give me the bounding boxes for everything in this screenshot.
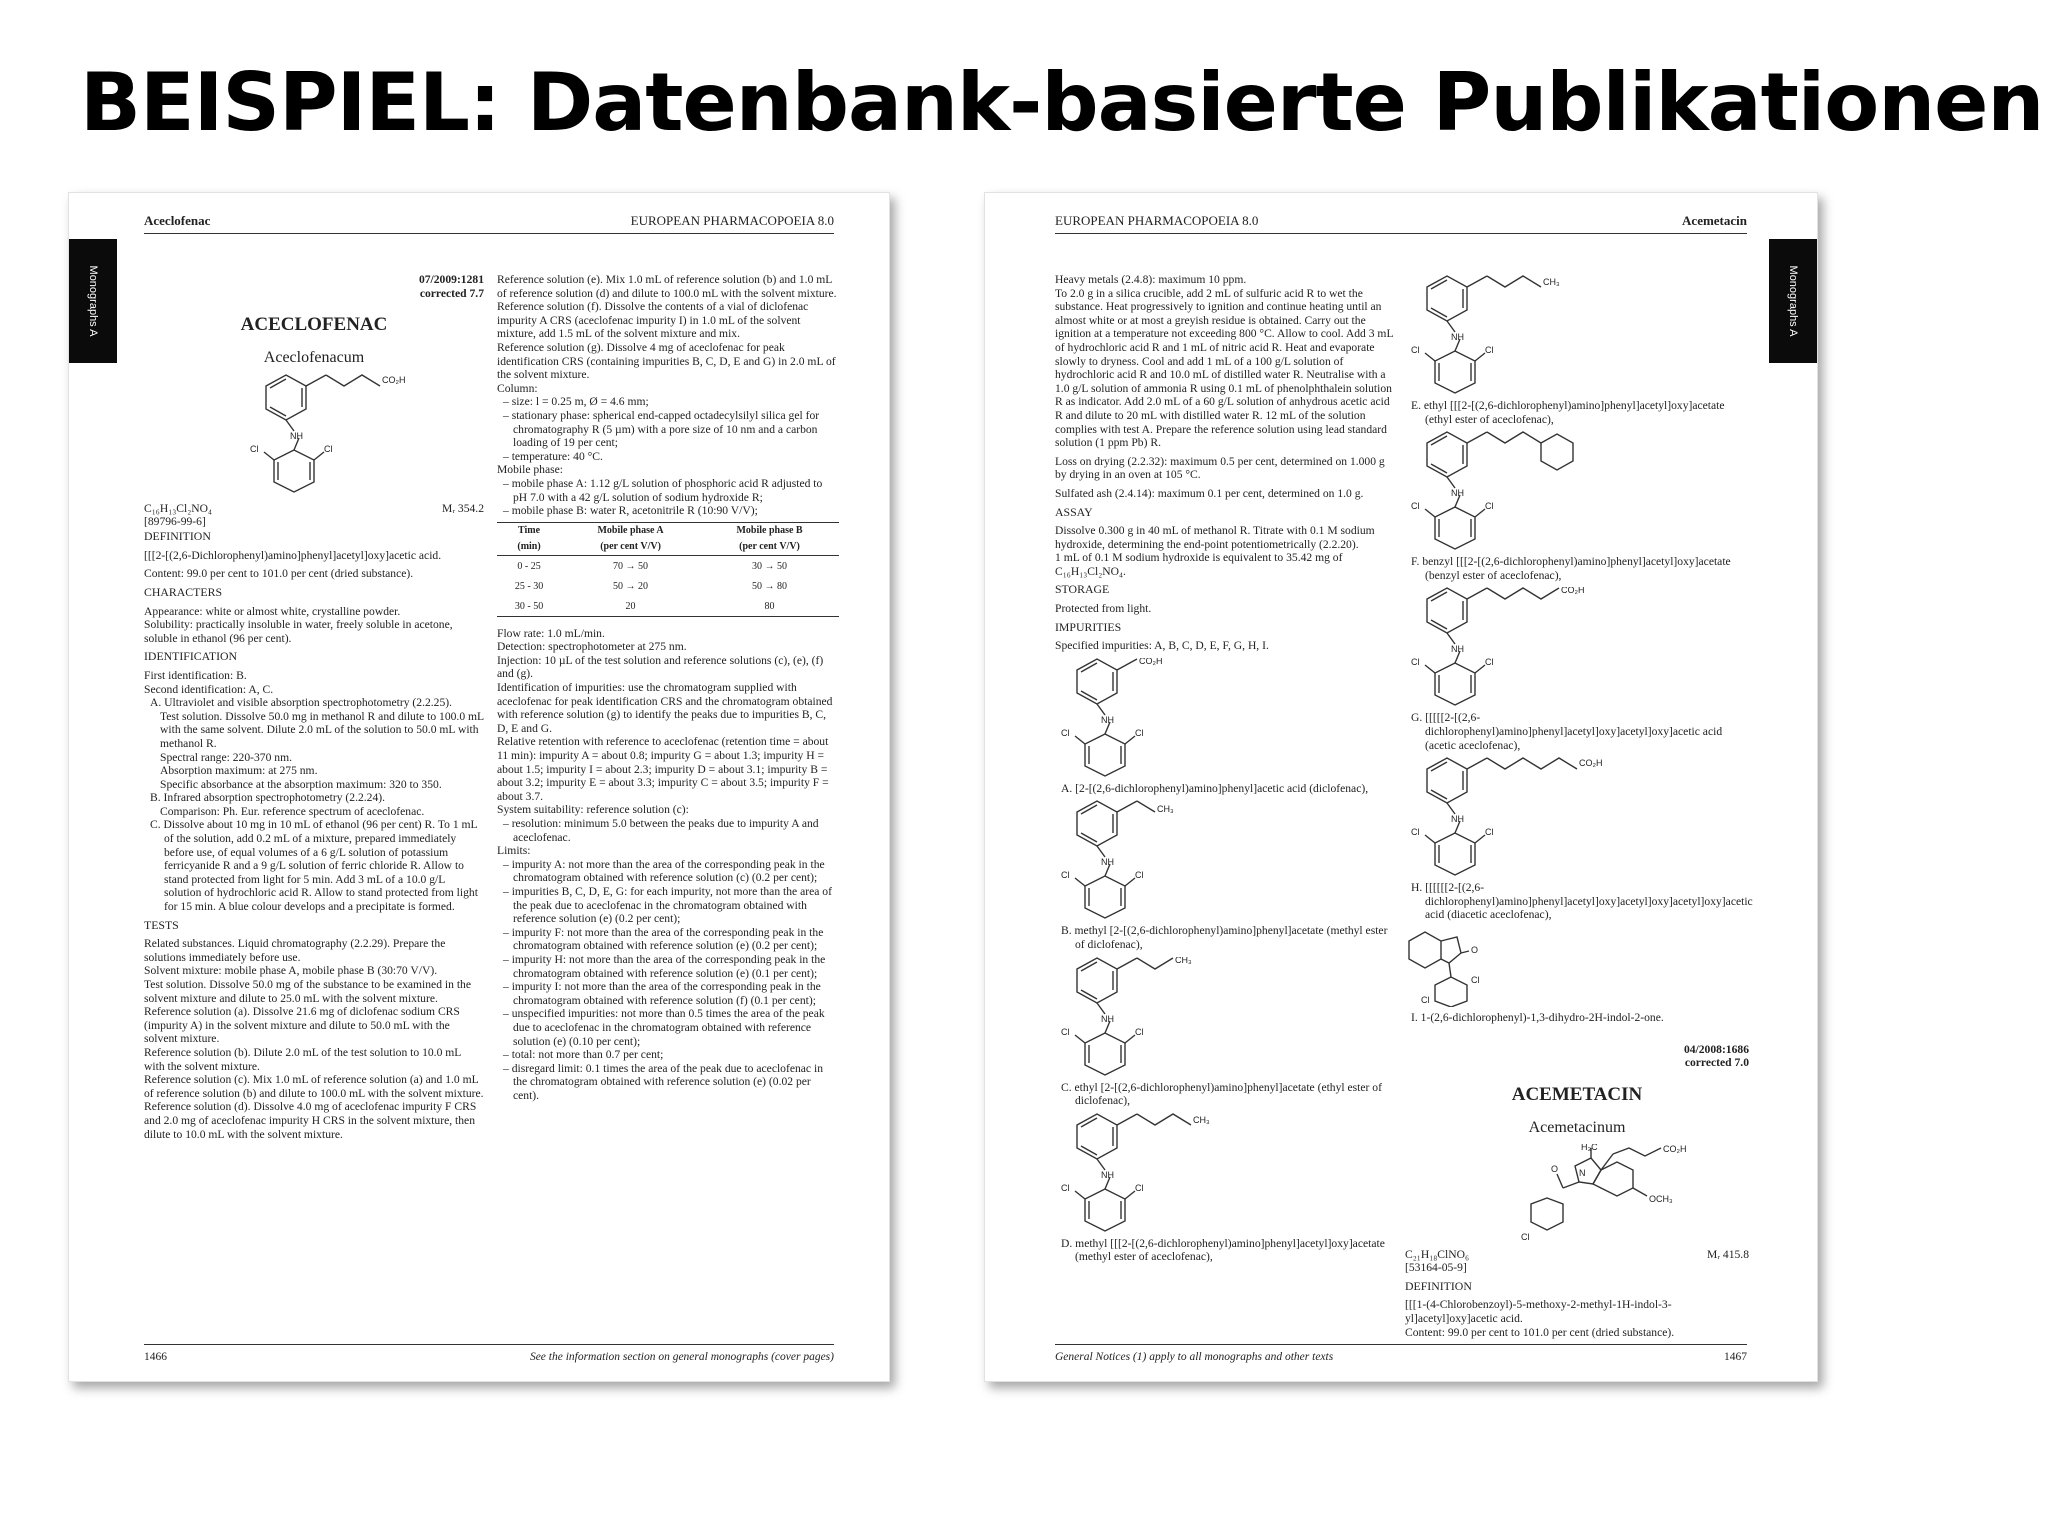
- svg-text:N: N: [1579, 1167, 1586, 1178]
- header-rule: [1055, 233, 1747, 234]
- svg-text:CO₂H: CO₂H: [1139, 657, 1163, 666]
- svg-text:OCH₃: OCH₃: [1649, 1193, 1673, 1204]
- acemetacin-cas: [53164-05-9]: [1405, 1260, 1467, 1274]
- flow-rate: Flow rate: 1.0 mL/min.: [497, 626, 605, 640]
- acemetacin-definition: [[[1-(4-Chlorobenzoyl)-5-methoxy-2-methyl-1H-indol-3-yl]acetyl]oxy]acetic acid.: [1405, 1298, 1672, 1325]
- reference-solution-e: Reference solution (e). Mix 1.0 mL of reference solution (b) and 1.0 mL of reference solution (d) and dilute to 100.0 mL with the solvent mixture.: [497, 273, 837, 300]
- svg-text:O: O: [1551, 1163, 1559, 1174]
- ident-a-absorption-max: Absorption maximum: at 275 nm.: [160, 764, 318, 778]
- monographs-tab: Monographs A: [69, 239, 117, 363]
- impurity-g: G. [[[[[2-[(2,6-dichlorophenyl)amino]phenyl]acetyl]oxy]acetyl]oxy]acetic acid (acetic aceclofenac),: [1411, 711, 1723, 752]
- table-header: Mobile phase A: [561, 522, 700, 539]
- svg-text:CO₂H: CO₂H: [1663, 1143, 1687, 1154]
- corrected-label: corrected 7.7: [419, 286, 484, 300]
- mobile-phase-a: – mobile phase A: 1.12 g/L solution of phosphoric acid R adjusted to pH 7.0 with a 42 g/L solution of sodium hydroxide R;: [503, 476, 823, 504]
- relative-retention: Relative retention with reference to aceclofenac (retention time = about 11 min): impurity A = about 0.8; impurity G = about 1.3; impurity H = about 1.5; impurity I = about 2.3; impurity D = about 3.1; impurity B = about 3.2; impurity E = about 3.3; impurity C = about 3.5; impurity F = about 3.7.: [497, 735, 829, 803]
- first-identification: First identification: B.: [144, 668, 247, 682]
- impurity-a: A. [2-[(2,6-dichlorophenyl)amino]phenyl]acetic acid (diclofenac),: [1061, 781, 1369, 795]
- mobile-phase-label: Mobile phase:: [497, 463, 564, 477]
- solvent-mixture: Solvent mixture: mobile phase A, mobile phase B (30:70 V/V).: [144, 964, 438, 978]
- table-cell: 0 - 25: [517, 560, 541, 572]
- section-storage: STORAGE: [1055, 582, 1110, 597]
- footer-rule: [1055, 1344, 1747, 1345]
- table-cell: 50 → 80: [752, 580, 788, 592]
- acemetacin-content: Content: 99.0 per cent to 101.0 per cent (dried substance).: [1405, 1325, 1675, 1339]
- molecular-mass: Mᵣ 354.2: [442, 502, 484, 516]
- section-identification: IDENTIFICATION: [144, 649, 238, 664]
- limit-impurity-i: – impurity I: not more than the area of the corresponding peak in the chromatogram obtained with reference solution (f) (0.1 per cent);: [503, 980, 821, 1007]
- table-cell: 70 → 50: [613, 560, 649, 572]
- svg-text:Cl: Cl: [1421, 994, 1430, 1005]
- acemetacin-structure: [1485, 1144, 1745, 1244]
- ident-a: A. Ultraviolet and visible absorption spectrophotometry (2.2.25).: [150, 696, 453, 710]
- table-cell: 30 → 50: [752, 560, 788, 572]
- header-title: Aceclofenac: [144, 213, 211, 228]
- column-size: – size: l = 0.25 m, Ø = 4.6 mm;: [503, 395, 649, 409]
- svg-text:CH₃: CH₃: [1193, 1114, 1210, 1125]
- second-identification: Second identification: A, C.: [144, 682, 274, 696]
- ident-a-specific-absorbance: Specific absorbance at the absorption maximum: 320 to 350.: [160, 777, 442, 791]
- svg-text:CH₃: CH₃: [1157, 804, 1174, 815]
- impurity-b-structure: [1055, 800, 1255, 920]
- svg-text:Cl: Cl: [1471, 974, 1480, 985]
- limit-unspecified: – unspecified impurities: not more than 0.5 times the area of the peak due to aceclofenac in the chromatogram obtained with reference solution (e) (0.10 per cent);: [503, 1007, 825, 1048]
- table-cell: 50 → 20: [613, 580, 649, 592]
- ident-a-spectral-range: Spectral range: 220-370 nm.: [160, 750, 293, 764]
- stationary-phase: – stationary phase: spherical end-capped octadecylsilyl silica gel for chromatography R (5 µm) with a pore size of 10 nm and a carbon loading of 19 per cent;: [503, 408, 820, 450]
- reference-solution-d: Reference solution (d). Dissolve 4.0 mg of aceclofenac impurity F CRS and 2.0 mg of aceclofenac impurity H CRS in the solvent mixture, then dilute to 10.0 mL with the solvent mixture.: [144, 1100, 477, 1141]
- footer-note: See the information section on general monographs (cover pages): [529, 1351, 834, 1363]
- content-text: Content: 99.0 per cent to 101.0 per cent (dried substance).: [144, 567, 414, 581]
- mobile-phase-b: – mobile phase B: water R, acetonitrile R (10:90 V/V);: [503, 504, 758, 518]
- heavy-metals: Heavy metals (2.4.8): maximum 10 ppm.: [1055, 273, 1247, 286]
- ident-b: B. Infrared absorption spectrophotometry (2.2.24).: [150, 791, 386, 805]
- detection: Detection: spectrophotometer at 275 nm.: [497, 640, 687, 654]
- svg-text:Cl: Cl: [1521, 1231, 1530, 1242]
- limit-impurity-f: – impurity F: not more than the area of the corresponding peak in the chromatogram obtained with reference solution (e) (0.2 per cent);: [503, 925, 824, 953]
- left-column-1: [144, 273, 484, 1141]
- ident-b-comparison: Comparison: Ph. Eur. reference spectrum of aceclofenac.: [160, 804, 425, 818]
- cas-number: [89796-99-6]: [144, 515, 206, 529]
- section-impurities: IMPURITIES: [1055, 619, 1122, 634]
- right-page-acemetacin: [984, 192, 1818, 1382]
- impurity-d: D. methyl [[[2-[(2,6-dichlorophenyl)amino]phenyl]acetyl]oxy]acetate (methyl ester of aceclofenac),: [1061, 1236, 1385, 1264]
- limit-disregard: – disregard limit: 0.1 times the area of the peak due to aceclofenac in the chromatogram obtained with reference solution (e) (0.02 per cent).: [503, 1061, 823, 1102]
- assay-method: Dissolve 0.300 g in 40 mL of methanol R. Titrate with 0.1 M sodium hydroxide, determining the end-point potentiometrically (2.2.20).: [1055, 524, 1375, 551]
- limit-impurity-h: – impurity H: not more than the area of the corresponding peak in the chromatogram obtained with reference solution (e) (0.1 per cent);: [503, 952, 826, 980]
- footer-rule: [144, 1344, 834, 1345]
- impurity-c-structure: [1055, 957, 1255, 1077]
- table-cell: 25 - 30: [514, 580, 544, 592]
- limits-label: Limits:: [497, 844, 531, 858]
- left-page-aceclofenac: [68, 192, 890, 1382]
- table-cell: 20: [625, 600, 636, 612]
- ident-a-test-solution: Test solution. Dissolve 50.0 mg in methanol R and dilute to 100.0 mL with the same solvent. Dilute 2.0 mL of the solution to 50.0 mL with methanol R.: [160, 709, 484, 750]
- version-code: 07/2009:1281: [418, 273, 484, 286]
- monograph-title: ACECLOFENAC: [240, 314, 388, 336]
- header-rule: [144, 233, 834, 234]
- reference-solution-b: Reference solution (b). Dilute 2.0 mL of the test solution to 10.0 mL with the solvent mixture.: [144, 1045, 461, 1073]
- table-header: (min): [497, 539, 561, 556]
- table-header: (per cent V/V): [700, 539, 839, 556]
- table-header: Time: [497, 522, 561, 539]
- related-substances: Related substances. Liquid chromatography (2.2.29). Prepare the solutions immediately before use.: [144, 937, 446, 964]
- table-header: Mobile phase B: [700, 522, 839, 539]
- impurity-c: C. ethyl [2-[(2,6-dichlorophenyl)amino]phenyl]acetate (ethyl ester of diclofenac),: [1061, 1080, 1382, 1108]
- acemetacin-version: 04/2008:1686: [1683, 1042, 1749, 1056]
- assay-equivalence: 1 mL of 0.1 M sodium hydroxide is equivalent to 35.42 mg of C₁₆H₁₃Cl₂NO₄.: [1055, 551, 1343, 578]
- impurity-i: I. 1-(2,6-dichlorophenyl)-1,3-dihydro-2H-indol-2-one.: [1411, 1010, 1664, 1024]
- injection: Injection: 10 µL of the test solution and reference solutions (c), (e), (f) and (g).: [497, 653, 824, 681]
- acemetacin-latin-name: Acemetacinum: [1528, 1118, 1626, 1136]
- impurity-i-structure: [1405, 927, 1525, 1007]
- acemetacin-formula: C₂₁H₁₈ClNO₆: [1405, 1247, 1470, 1261]
- impurity-a-structure: [1055, 658, 1255, 778]
- acemetacin-corrected: corrected 7.0: [1684, 1056, 1749, 1070]
- heavy-metals-method: To 2.0 g in a silica crucible, add 2 mL of sulfuric acid R to wet the substance. Heat progressively to ignition and continue heating until an almost white or at most a greyish residue is obtained. Carry out the ignition at a temperature not exceeding 800 °C. Allow to cool. Add 3 mL of hydrochloric acid R and 1 mL of nitric acid R. Heat and evaporate slowly to dryness. Cool and add 1 mL of a 100 g/L solution of hydrochloric acid R and 10.0 mL of distilled water R. Neutralise with a 1.0 g/L solution of ammonia R using 0.1 mL of phenolphthalein solution R as indicator. Add 2.0 mL of a 60 g/L solution of anhydrous acetic acid R and dilute to 20 mL with distilled water R. 12 mL of the solution complies with test A. Prepare the reference solution using lead standard solution (1 ppm Pb) R.: [1055, 286, 1394, 450]
- svg-text:CH₃: CH₃: [1175, 956, 1192, 965]
- table-cell: 30 - 50: [514, 600, 544, 612]
- page-number: 1466: [144, 1351, 167, 1363]
- solubility-text: Solubility: practically insoluble in water, freely soluble in acetone, soluble in ethanol (96 per cent).: [144, 618, 453, 645]
- header-pharmacopoeia: EUROPEAN PHARMACOPOEIA 8.0: [630, 213, 834, 228]
- svg-text:H₃C: H₃C: [1581, 1143, 1598, 1152]
- impurity-d-structure: [1055, 1113, 1255, 1233]
- table-row: [497, 555, 839, 576]
- acemetacin-mass: Mᵣ 415.8: [1707, 1247, 1749, 1261]
- resolution: – resolution: minimum 5.0 between the peaks due to impurity A and aceclofenac.: [503, 817, 819, 844]
- left-column-2: [497, 273, 839, 1102]
- temperature: – temperature: 40 °C.: [503, 449, 603, 463]
- header-pharmacopoeia: EUROPEAN PHARMACOPOEIA 8.0: [1055, 213, 1259, 228]
- svg-text:CO₂H: CO₂H: [382, 375, 406, 386]
- svg-text:O: O: [1471, 944, 1479, 955]
- aceclofenac-structure: [244, 374, 444, 494]
- reference-solution-f: Reference solution (f). Dissolve the contents of a vial of diclofenac impurity A CRS (aceclofenac impurity I) in 1.0 mL of the solvent mixture, add 1.5 mL of the solvent mixture and mix.: [497, 300, 809, 341]
- impurity-f-structure: [1405, 431, 1605, 551]
- impurity-h-structure: [1405, 757, 1625, 877]
- table-row: [497, 576, 839, 596]
- gradient-table: [497, 522, 839, 617]
- acemetacin-title: ACEMETACIN: [1511, 1083, 1643, 1105]
- sulfated-ash: Sulfated ash (2.4.14): maximum 0.1 per cent, determined on 1.0 g.: [1055, 486, 1364, 500]
- limit-impurities-bcdeg: – impurities B, C, D, E, G: for each impurity, not more than the area of the peak due to aceclofenac in the chromatogram obtained with reference solution (e) (0.2 per cent);: [503, 884, 832, 926]
- reference-solution-a: Reference solution (a). Dissolve 21.6 mg of diclofenac sodium CRS (impurity A) in the solvent mixture and dilute to 50.0 mL with the solvent mixture.: [144, 1005, 460, 1046]
- impurity-e: E. ethyl [[[2-[(2,6-dichlorophenyl)amino]phenyl]acetyl]oxy]acetate (ethyl ester of aceclofenac),: [1411, 399, 1725, 426]
- ident-c: C. Dissolve about 10 mg in 10 mL of ethanol (96 per cent) R. To 1 mL of the solution, add 0.2 mL of a mixture, prepared immediately before use, of equal volumes of a 6 g/L solution of potassium ferricyanide R and a 9 g/L solution of ferric chloride R. Allow to stand protected from light for 5 min. Add 3 mL of a 10.0 g/L solution of hydrochloric acid R. Allow to stand protected from light for 15 min. A blue colour develops and a precipitate is formed.: [150, 818, 478, 914]
- section-assay: ASSAY: [1055, 504, 1093, 519]
- impurity-g-structure: [1405, 587, 1605, 707]
- identification-of-impurities: Identification of impurities: use the chromatogram supplied with aceclofenac for peak identification CRS and the chromatogram obtained with reference solution (g) to identify the peaks due to impurities B, C, D, E and G.: [497, 681, 833, 735]
- slide-title: BEISPIEL: Datenbank-basierte Publikationen: [80, 56, 2044, 149]
- footer-note: General Notices (1) apply to all monographs and other texts: [1055, 1351, 1334, 1363]
- svg-text:CH₃: CH₃: [1543, 277, 1560, 287]
- specified-impurities: Specified impurities: A, B, C, D, E, F, G, H, I.: [1055, 639, 1269, 653]
- section-tests: TESTS: [144, 917, 179, 932]
- table-header: (per cent V/V): [561, 539, 700, 556]
- table-cell: 80: [764, 600, 775, 612]
- impurity-b: B. methyl [2-[(2,6-dichlorophenyl)amino]phenyl]acetate (methyl ester of diclofenac),: [1061, 924, 1388, 952]
- svg-text:CO₂H: CO₂H: [1579, 758, 1603, 769]
- right-column-1: [1055, 273, 1395, 1269]
- acemetacin-definition-heading: DEFINITION: [1405, 1278, 1472, 1293]
- impurity-h: H. [[[[[[2-[(2,6-dichlorophenyl)amino]phenyl]acetyl]oxy]acetyl]oxy]acetyl]oxy]acetic acid (diacetic aceclofenac),: [1411, 881, 1753, 922]
- reference-solution-g: Reference solution (g). Dissolve 4 mg of aceclofenac for peak identification CRS (containing impurities B, C, D, E and G) in 2.0 mL of the solvent mixture.: [497, 340, 836, 382]
- formula: C₁₆H₁₃Cl₂NO₄: [144, 502, 213, 516]
- section-characters: CHARACTERS: [144, 584, 223, 599]
- svg-text:CO₂H: CO₂H: [1561, 587, 1585, 596]
- impurity-f: F. benzyl [[[2-[(2,6-dichlorophenyl)amino]phenyl]acetyl]oxy]acetate (benzyl ester of aceclofenac),: [1411, 555, 1731, 582]
- page-number: 1467: [1724, 1351, 1747, 1363]
- definition-text: [[[2-[(2,6-Dichlorophenyl)amino]phenyl]acetyl]oxy]acetic acid.: [144, 548, 442, 562]
- storage-text: Protected from light.: [1055, 602, 1152, 616]
- impurity-e-structure: [1405, 275, 1605, 395]
- limit-impurity-a: – impurity A: not more than the area of the corresponding peak in the chromatogram obtained with reference solution (c) (0.2 per cent);: [503, 857, 825, 885]
- limit-total: – total: not more than 0.7 per cent;: [503, 1048, 664, 1062]
- appearance-text: Appearance: white or almost white, crystalline powder.: [144, 604, 401, 618]
- monographs-tab: Monographs A: [1769, 239, 1817, 363]
- loss-on-drying: Loss on drying (2.2.32): maximum 0.5 per cent, determined on 1.000 g by drying in an oven at 105 °C.: [1055, 454, 1385, 482]
- section-definition: DEFINITION: [144, 529, 211, 544]
- latin-name: Aceclofenacum: [263, 349, 365, 367]
- reference-solution-c: Reference solution (c). Mix 1.0 mL of reference solution (a) and 1.0 mL of reference solution (b) and dilute to 100.0 mL with the solvent mixture.: [144, 1073, 484, 1100]
- header-title: Acemetacin: [1682, 213, 1747, 228]
- column-label: Column:: [497, 381, 538, 395]
- test-solution: Test solution. Dissolve 50.0 mg of the substance to be examined in the solvent mixture and dilute to 25.0 mL with the solvent mixture.: [144, 978, 471, 1005]
- right-column-2: [1405, 273, 1753, 1339]
- table-row: [497, 596, 839, 617]
- system-suitability: System suitability: reference solution (c):: [497, 803, 689, 817]
